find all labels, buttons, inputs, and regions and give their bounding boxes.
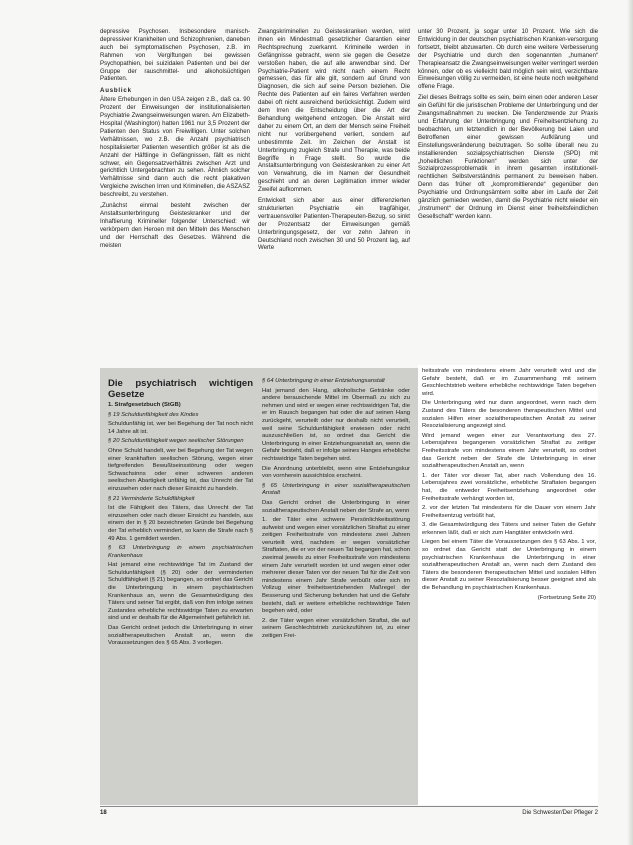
law-text-s19: Schuldunfähig ist, wer bei Begehung der Tat noch nicht 14 Jahre alt ist. <box>108 421 253 435</box>
box-section-heading: 1. Strafgesetzbuch (StGB) <box>108 402 181 408</box>
law-text-s63: Hat jemand eine rechtswidrige Tat im Zustand der Schuldunfähigkeit (§ 20) oder der verminderten Schuldfähigkeit (§ 21) begangen, so ordnet das Gericht die Unterbringung in einem psychiatrischen Krankenhaus an, wenn die Gesamtwürdigung des Täters und seiner Tat ergibt, daß von ihm infolge seines Zustandes erhebliche rechtswidrige Taten zu erwarten sind und er deshalb für die Allgemeinheit gefährlich ist. <box>108 562 253 622</box>
law-text-s21: Ist die Fähigkeit des Täters, das Unrecht der Tat einzusehen oder nach dieser Einsicht zu handeln, aus einem der in § 20 bezeichneten Gründe bei Begehung der Tat erheblich vermindert, so kann die Strafe nach § 49 Abs. 1 gemildert werden. <box>108 505 253 542</box>
scan-edge-shadow <box>627 0 633 845</box>
text-column-1 <box>100 28 250 363</box>
box-title: Die psychiatrisch wichtigen Gesetze <box>108 378 253 400</box>
law-title-s64: § 64 Unterbringung in einer Entziehungsanstalt <box>262 378 385 384</box>
law-list-item: 2. vor der letzten Tat mindestens für die Dauer von einem Jahr Freiheitsentzug verbüßt hat, <box>422 505 596 519</box>
law-text-s63-2: Das Gericht ordnet jedoch die Unterbringung in einer sozialtherapeutischen Anstalt an, wenn die Voraussetzungen des § 65 Abs. 3 vorliegen. <box>108 625 253 647</box>
law-list-item: 1. der Täter vor dieser Tat, aber nach Vollendung des 16. Lebensjahres zwei vorsätzliche, erhebliche Straftaten begangen hat, die entweder Freiheitsentziehung angeordnet oder Freiheitsstrafe verhängt worden ist, <box>422 472 596 502</box>
law-text: Die Unterbringung wird nur dann angeordnet, wenn nach dem Zustand des Täters die besonderen therapeutischen Mittel und sozialen Hilfen einer sozialtherapeutischen Anstalt zu seiner Resozialisierung angezeigt sind. <box>422 400 596 430</box>
continuation-note: (Fortsetzung Seite 20) <box>537 594 596 601</box>
law-text: Wird jemand wegen einer zur Verantwortung des 27. Lebensjahres begangenen vorsätzlichen Straftat zu zeitiger Freiheitsstrafe von mindestens einem Jahr verurteilt, so ordnet das Gericht neben der Strafe die Unterbringung in einer sozialtherapeutischen Anstalt an, wenn <box>422 432 596 470</box>
paragraph: depressive Psychosen. Insbesondere manisch-depressiver Krankheiten und Schizophrenien, daneben auch bei symptomatischen Psychosen, z.B. im Rahmen von Vergiftungen bei gewissen Psychopathien, bei suizidalen Patienten und bei der Gruppe der rauschmittel- und alkoholsüchtigen Patienten. <box>100 28 250 83</box>
law-title-s65: § 65 Unterbringung in einer sozialtherapeutischen Anstalt <box>262 482 410 497</box>
text-column-2 <box>258 28 410 363</box>
paragraph: Zwangskriminellen zu Geisteskranken werden, wird ihnen ein Mindestmaß gesetzlicher Garantien einer Rechtsprechung zuerkannt. Kriminelle werden in Gefängnisse gebracht, wenn sie gegen die Gesetze verstoßen haben, die auf alle anwendbar sind. Der Psychiatrie-Patient wird nicht nach einem Recht gemessen, das für alle gilt, sondern auf Grund von Diagnosen, die sich auf seine Person beziehen. Die Rechte des Patienten auf ein faires Verfahren werden dabei oft nicht ausreichend berücksichtigt. Zudem wird dem Irren die Entscheidung über die Art der Behandlung weitgehend entzogen. Die Anstalt wird daher zu einem Ort, an dem der Mensch seine Freiheit nicht nur vorübergehend verliert, sondern auf unbestimmte Zeit. Im Zeichen der Anstalt ist Unterbringung zugleich Strafe und Therapie, was beide Begriffe in Frage stellt. So wurde die Anstaltsunterbringung von Geisteskranken zu einer Art von Verwahrung, die im Namen der Gesundheit geschieht und an deren Legitimation immer wieder Zweifel aufkommen. <box>258 28 410 194</box>
page-footer <box>100 810 598 820</box>
page-number: 18 <box>100 810 107 816</box>
footer-rule <box>100 806 598 807</box>
box-column-1 <box>108 378 253 803</box>
law-list-item: 3. die Gesamtwürdigung des Täters und seiner Taten die Gefahr erkennen läßt, daß er sich zum Hangtäter entwickeln wird. <box>422 522 596 536</box>
law-list-item: 2. der Täter wegen einer vorsätzlichen Straftat, die auf seinem Geschlechtstrieb zurückzuführen ist, zu einer zeitigen Frei- <box>262 617 410 639</box>
paragraph: unter 30 Prozent, ja sogar unter 10 Prozent. Wie sich die Entwicklung in der deutschen psychiatrischen Kranken-versorgung fortsetzt, bleibt abzuwarten. Ob durch eine weitere Verbesserung der Psychiatrie und durch den sogenannten „humanen“ Therapieansatz die Zwangseinweisungen weiter verringert werden können, oder ob es vielleicht bald möglich sein wird, verzichtbare Einweisungen völlig zu vermeiden, ist eine heute noch weitgehend offene Frage. <box>418 28 598 91</box>
law-title-s20: § 20 Schuldunfähigkeit wegen seelischer Störungen <box>108 438 244 445</box>
box-column-3 <box>422 368 596 800</box>
law-text-s64: Hat jemand den Hang, alkoholische Getränke oder andere berauschende Mittel im Übermaß zu sich zu nehmen und wird er wegen einer rechtswidrigen Tat, die er im Rausch begangen hat oder die auf seinen Hang zurückgeht, verurteilt oder nur deshalb nicht verurteilt, weil seine Schuldunfähigkeit erwiesen oder nicht auszuschließen ist, so ordnet das Gericht die Unterbringung in einer Entziehungsanstalt an, wenn die Gefahr besteht, daß er infolge seines Hanges erhebliche rechtswidrige Taten begehen wird. <box>262 387 410 462</box>
law-title-s21: § 21 Verminderte Schuldfähigkeit <box>108 495 195 502</box>
law-list-item: 1. der Täter eine schwere Persönlichkeitsstörung aufweist und wegen einer vorsätzlichen Straftat zu einer zeitigen Freiheitsstrafe von mindestens zwei Jahren verurteilt wird, nachdem er wegen vorsätzlicher Straftaten, die er vor der neuen Tat begangen hat, schon zweimal jeweils zu einer Freiheitsstrafe von mindestens einem Jahr verurteilt worden ist und wegen einer oder mehrerer dieser Taten vor der neuen Tat für die Zeit von mindestens einem Jahr Strafe verbüßt oder sich im Vollzug einer freiheitsentziehenden Maßregel der Besserung und Sicherung befunden hat und die Gefahr besteht, daß er weitere erhebliche rechtswidrige Taten begehen wird, oder <box>262 517 410 615</box>
law-text: heitsstrafe von mindestens einem Jahr verurteilt wird und die Gefahr besteht, daß er im Zusammenhang mit seinem Geschlechtstrieb weitere erhebliche rechtswidrige Taten begehen wird. <box>422 368 596 397</box>
law-text-s64-2: Die Anordnung unterbleibt, wenn eine Entziehungskur von vornherein aussichtslos erscheint. <box>262 465 410 480</box>
box-column-2 <box>262 378 410 803</box>
law-text-s65: Das Gericht ordnet die Unterbringung in einer sozialtherapeutischen Anstalt neben der Strafe an, wenn <box>262 499 410 514</box>
law-text-s20: Ohne Schuld handelt, wer bei Begehung der Tat wegen einer krankhaften seelischen Störung, wegen einer tiefgreifenden Bewußtseinsstörung oder wegen Schwachsinns oder einer schweren anderen seelischen Abartigkeit unfähig ist, das Unrecht der Tat einzusehen oder nach dieser Einsicht zu handeln. <box>108 447 253 492</box>
paragraph: Ziel dieses Beitrags sollte es sein, beim einen oder anderen Leser ein Gefühl für die juristischen Probleme der Unterbringung und der Zwangsmaßnahmen zu wecken. Die Tendenzwende zur Praxis und Erfahrung der Unterbringung und Freiheitsentziehung zu beobachten, um letztendlich in der Bevölkerung bei Laien und Betroffenen einer gewissen Aufklärung und Einstellungsveränderung beizutragen. So sollte überall neu zu installierenden sozialpsychiatrischen Dienste (SPD) mit „hoheitlichen Funktionen“ werden sich unter der Sozialprozessproblematik in ihrem gesamten institutionell-rechtlichen Selbstverständnis permanent zu beweisen haben. Denn das früher oft „kompromittierende“ gegenüber den Psychiatrie und Ordnungsämtern sollte aber im Laufe der Zeit gänzlich gemieden werden, damit die Psychiatrie nicht wieder ein „Instrument“ der Ordnung im Dienst einer freiheitsfeindlichen Gesellschaft“ werden kann. <box>418 94 598 220</box>
publication-name: Die Schwester/Der Pfleger 2 <box>522 810 598 816</box>
section-heading-ausblick: Ausblick <box>100 87 132 95</box>
law-text: Liegen bei einem Täter die Voraussetzungen des § 63 Abs. 1 vor, so ordnet das Gericht statt der Unterbringung in einem psychiatrischen Krankenhaus die Unterbringung in einer sozialtherapeutischen Anstalt an, wenn nach dem Zustand des Täters die besonderen therapeutischen Mittel und sozialen Hilfen dieser Anstalt zu seiner Resozialisierung besser geeignet sind als die Behandlung im psychiatrischen Krankenhaus. <box>422 539 596 592</box>
text-column-3 <box>418 28 598 363</box>
law-title-s63: § 63 Unterbringung in einem psychiatrischen Krankenhaus <box>108 545 253 559</box>
paragraph: Ältere Erhebungen in den USA zeigen z.B., daß ca. 90 Prozent der Einweisungen der institutionalisierten Psychiatrie Zwangseinweisungen waren. Am Elizabeth-Hospital (Washington) hatten 1961 nur 3,5 Prozent der Patienten den Status von Freiwilligen. Unter solchen Verhältnissen, wo z.B. die Anzahl psychiatrisch hospitalisierter Patienten wesentlich größer ist als die Anzahl der Häftlinge in Gefängnissen, fällt es nicht schwer, ein Gegensatzverhältnis zwischen Arzt und gerichtlich Untergebrachten zu sehen. Ähnlich solcher Verhältnisse sind dann auch die recht plakativen Vergleiche zwischen Irren und Kriminellen, die ASZASZ beschreibt, zu verstehen. <box>100 96 250 199</box>
law-title-s19: § 19 Schuldunfähigkeit des Kindes <box>108 411 199 418</box>
paragraph: Entwickelt sich aber aus einer differenzierten strukturierten Psychiatrie ein tragfähiger, vertrauensvoller Patienten-Therapeuten-Bezug, so sinkt der Prozentsatz der Einweisungen gemäß Unterbringungsgesetz, der vor zehn Jahren in Deutschland noch zwischen 30 und 50 Prozent lag, auf Werte <box>258 197 410 252</box>
paragraph: „Zunächst einmal besteht zwischen der Anstaltsunterbringung Geisteskranker und der Inhaftierung Krimineller folgender Unterschied: wir verkörpern den Heroen mit den Mitteln des Menschen und der Herrschaft des Gesetzes. Während die meisten <box>100 202 250 249</box>
